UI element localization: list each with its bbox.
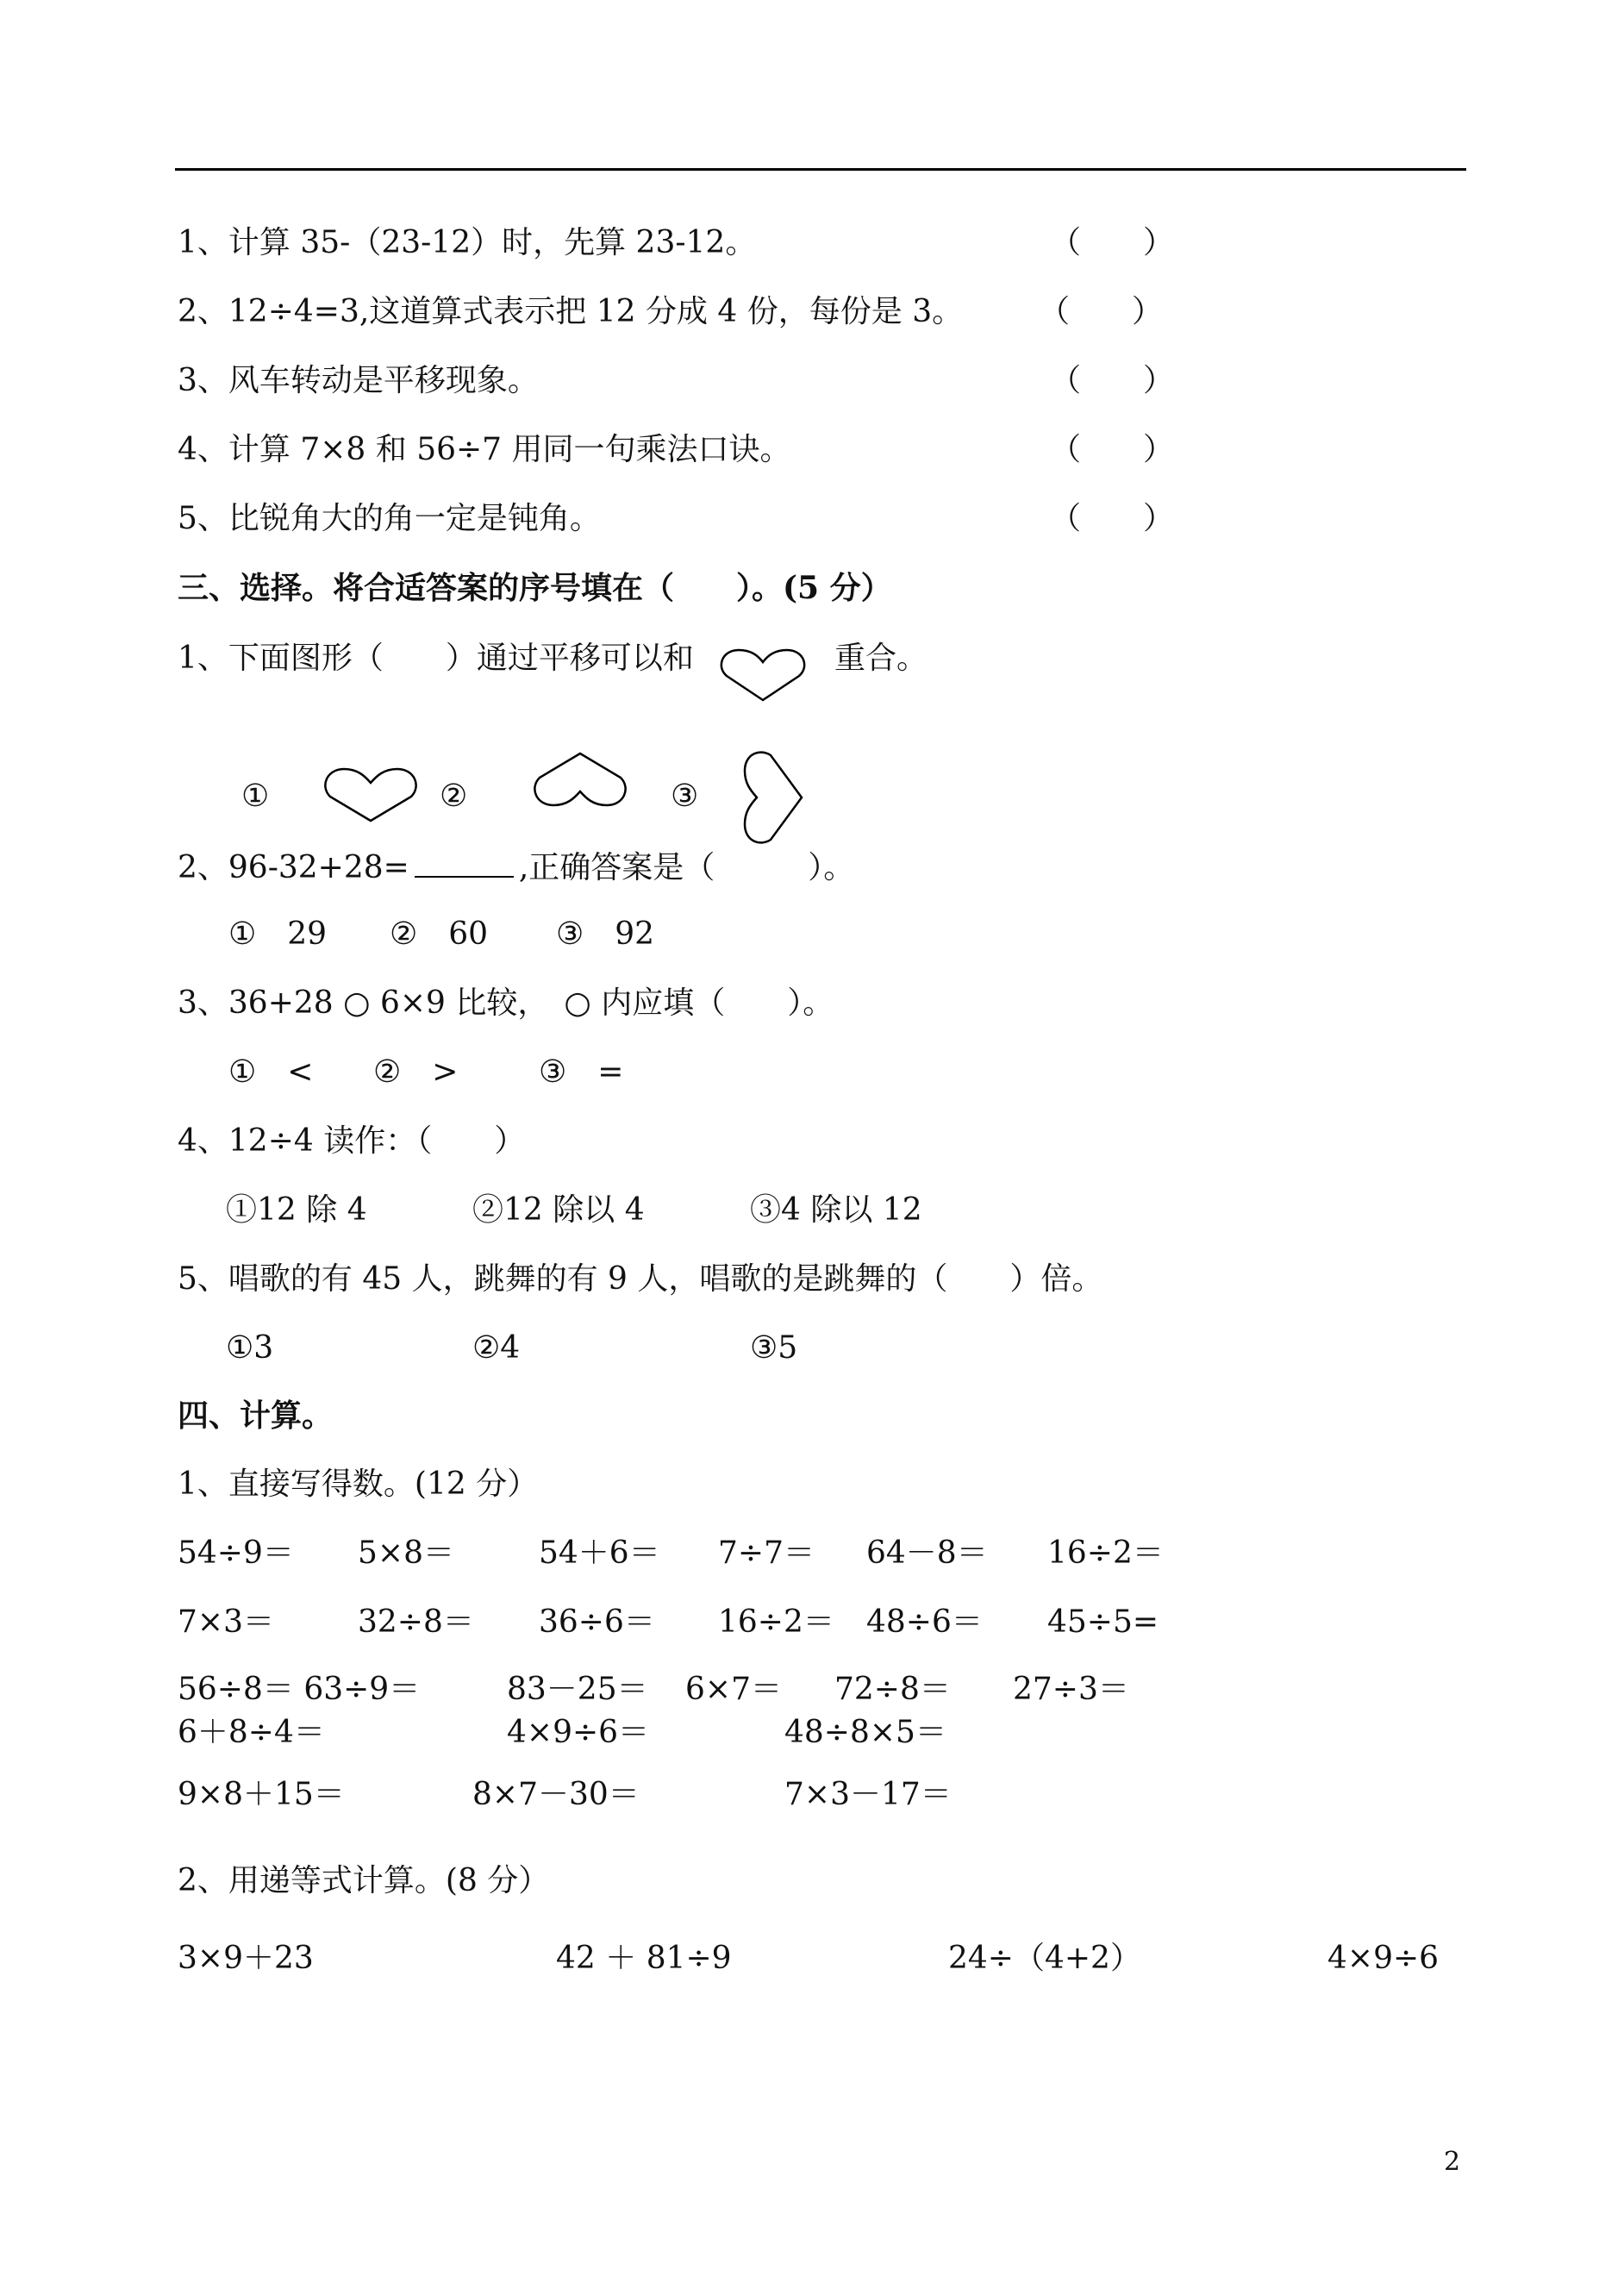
calc-expr: 9×8＋15＝ <box>178 1777 345 1812</box>
calc-expr: 16÷2＝ <box>718 1604 834 1640</box>
choice-q4-opt-3: ③4 除以 12 <box>750 1192 922 1228</box>
judge-answer-paren-2: （ ） <box>1039 294 1164 329</box>
section-choice-heading: 三、选择。将合适答案的序号填在（ ）。(5 分） <box>178 570 892 606</box>
judge-answer-paren-5: （ ） <box>1050 501 1175 536</box>
choice-q2-after: ,正确答案是（ ）。 <box>518 850 855 885</box>
option-heart-3-icon <box>738 750 807 845</box>
option-heart-2-icon <box>533 748 628 810</box>
judge-item-3: 3、风车转动是平移现象。 <box>178 363 539 398</box>
choice-q2-opt-3: ③ 92 <box>556 916 655 952</box>
calc-expr: 27÷3＝ <box>1013 1672 1129 1707</box>
answer-blank <box>415 845 514 878</box>
section-calc-heading: 四、计算。 <box>178 1398 334 1434</box>
calc-expr: 45÷5= <box>1047 1604 1159 1640</box>
calc-expr: 7×3＝ <box>178 1604 274 1640</box>
judge-item-1: 1、计算 35-（23-12）时，先算 23-12。 <box>178 225 757 260</box>
calc-step-expr: 42 ＋ 81÷9 <box>556 1941 732 1976</box>
calc-expr: 7×3－17＝ <box>784 1777 952 1812</box>
calc-expr: 6×7＝ <box>685 1672 782 1707</box>
choice-q3-opt-3: ③ = <box>539 1054 624 1090</box>
page-number: 2 <box>1444 2147 1461 2177</box>
choice-q1-opt-2: ② <box>440 779 468 814</box>
choice-q1-opt-1: ① <box>241 779 270 814</box>
calc-expr: 6＋8÷4＝ <box>178 1715 325 1750</box>
calc-expr: 48÷8×5＝ <box>784 1715 946 1750</box>
choice-q2-opt-1: ① 29 <box>228 916 328 952</box>
choice-q2-opt-2: ② 60 <box>390 916 489 952</box>
calc-step-expr: 3×9＋23 <box>178 1941 314 1976</box>
judge-item-2: 2、12÷4=3,这道算式表示把 12 分成 4 份，每份是 3。 <box>178 294 964 329</box>
calc-expr: 36÷6＝ <box>539 1604 655 1640</box>
judge-answer-paren-3: （ ） <box>1050 363 1175 398</box>
calc-expr: 8×7－30＝ <box>472 1777 640 1812</box>
judge-item-5: 5、比锐角大的角一定是钝角。 <box>178 501 601 536</box>
calc-expr: 7÷7＝ <box>718 1535 815 1571</box>
calc-sub2-heading: 2、用递等式计算。(8 分） <box>178 1863 550 1898</box>
choice-q5-opt-3: ③5 <box>750 1330 798 1366</box>
judge-answer-paren-1: （ ） <box>1050 225 1175 260</box>
calc-expr: 4×9÷6＝ <box>507 1715 650 1750</box>
calc-step-expr: 24÷（4+2） <box>948 1941 1141 1976</box>
choice-q1-text: 1、下面图形（ ）通过平移可以和 <box>178 641 694 676</box>
calc-expr: 16÷2＝ <box>1047 1535 1164 1571</box>
calc-expr: 32÷8＝ <box>358 1604 474 1640</box>
calc-expr: 54＋6＝ <box>539 1535 660 1571</box>
calc-sub1-heading: 1、直接写得数。(12 分） <box>178 1466 539 1502</box>
choice-q2-before: 2、96-32+28= <box>178 850 409 885</box>
calc-expr: 5×8＝ <box>358 1535 454 1571</box>
choice-q5-text: 5、唱歌的有 45 人，跳舞的有 9 人，唱歌的是跳舞的（ ）倍。 <box>178 1261 1103 1297</box>
choice-q3-text: 3、36+28 ○ 6×9 比较， ○ 内应填（ ）。 <box>178 985 834 1021</box>
judge-item-4: 4、计算 7×8 和 56÷7 用同一句乘法口诀。 <box>178 432 791 467</box>
calc-expr: 72÷8＝ <box>834 1672 951 1707</box>
calc-expr: 56÷8＝ 63÷9＝ <box>178 1672 421 1707</box>
choice-q3-opt-2: ② > <box>373 1054 459 1090</box>
choice-q5-opt-2: ②4 <box>472 1330 521 1366</box>
calc-expr: 54÷9＝ <box>178 1535 294 1571</box>
option-heart-1-icon <box>323 764 418 826</box>
calc-expr: 83－25＝ <box>507 1672 648 1707</box>
calc-expr: 48÷6＝ <box>866 1604 983 1640</box>
choice-q4-opt-1: ①12 除 4 <box>226 1192 367 1228</box>
target-heart-icon <box>720 645 806 705</box>
choice-q1-opt-3: ③ <box>671 779 699 814</box>
choice-q3-opt-1: ① < <box>228 1054 314 1090</box>
choice-q1-after: 重合。 <box>834 641 928 676</box>
choice-q2-text <box>178 845 854 889</box>
top-rule <box>175 168 1466 171</box>
choice-q4-text: 4、12÷4 读作：（ ） <box>178 1123 526 1159</box>
judge-answer-paren-4: （ ） <box>1050 432 1175 467</box>
calc-step-expr: 4×9÷6 <box>1327 1941 1440 1976</box>
choice-q5-opt-1: ①3 <box>226 1330 274 1366</box>
calc-expr: 64－8＝ <box>866 1535 988 1571</box>
choice-q4-opt-2: ②12 除以 4 <box>472 1192 645 1228</box>
